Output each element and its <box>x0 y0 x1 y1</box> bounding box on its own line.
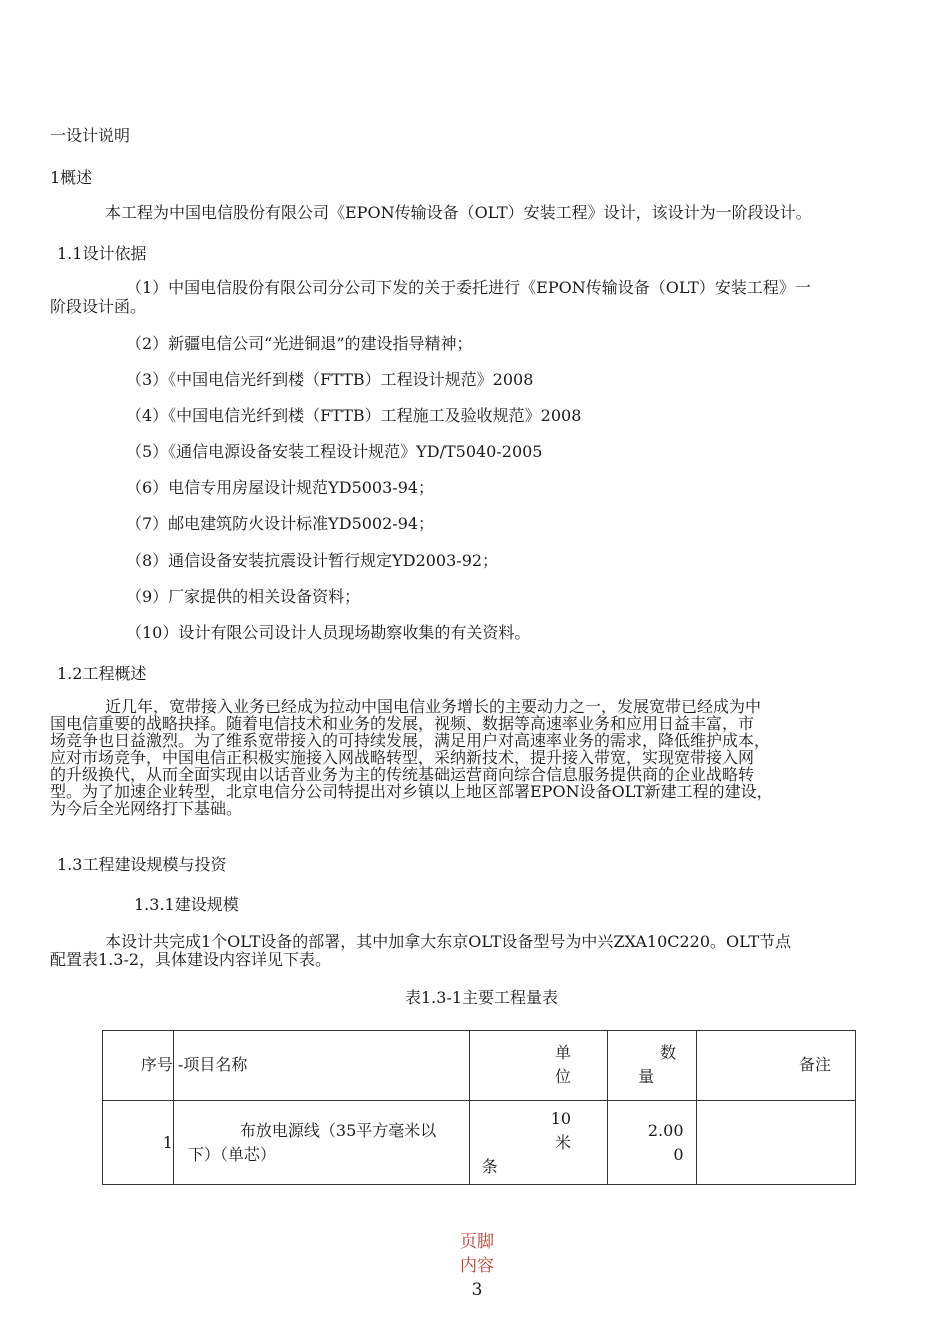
scale-line-2: 配置表1.3-2，具体建设内容详见下表。 <box>50 950 332 969</box>
section-1-1-title: 1.1设计依据 <box>57 244 147 263</box>
section-1-3-1-title: 1.3.1建设规模 <box>134 895 239 914</box>
section-1-title: 1概述 <box>50 168 93 187</box>
header-name: -项目名称 <box>173 1031 469 1101</box>
project-overview <box>50 698 902 817</box>
basis-item: （7）邮电建筑防火设计标准YD5002-94； <box>126 514 435 533</box>
basis-item-1-line2: 阶段设计函。 <box>50 297 147 316</box>
document-heading: 一设计说明 <box>50 126 131 145</box>
quantity-table <box>102 1030 856 1185</box>
row-no: 1 <box>103 1101 174 1185</box>
overview-line: 应对市场竞争，中国电信正积极实施接入网战略转型，采纳新技术，提升接入带宽，实现宽带接入网 <box>50 748 755 767</box>
scale-line-1: 本设计共完成1个OLT设备的部署，其中加拿大东京OLT设备型号为中兴ZXA10C220。OLT节点 <box>105 932 792 951</box>
header-unit: 单 位 <box>469 1031 607 1101</box>
basis-item: （2）新疆电信公司“光进铜退”的建设指导精神； <box>126 334 473 353</box>
basis-item: （9）厂家提供的相关设备资料； <box>126 587 361 606</box>
header-qty: 数 量 <box>608 1031 696 1101</box>
row-qty: 2.00 0 <box>608 1101 696 1185</box>
basis-item: （6）电信专用房屋设计规范YD5003-94； <box>126 478 435 497</box>
overview-line: 型。为了加速企业转型，北京电信分公司特提出对乡镇以上地区部署EPON设备OLT新建工程的建设， <box>50 782 773 801</box>
basis-item: （8）通信设备安装抗震设计暂行规定YD2003-92； <box>126 551 499 570</box>
page-footer <box>452 1230 502 1302</box>
basis-item-1-line1: （1）中国电信股份有限公司分公司下发的关于委托进行《EPON传输设备（OLT）安装工程》一 <box>126 278 811 297</box>
header-note: 备注 <box>696 1031 856 1101</box>
header-no: 序号 <box>103 1031 174 1101</box>
overview-line: 场竞争也日益激烈。为了维系宽带接入的可持续发展，满足用户对高速率业务的需求，降低维护成本， <box>50 731 771 750</box>
table-caption: 表1.3-1主要工程量表 <box>405 988 559 1007</box>
overview-line: 的升级换代，从而全面实现由以话音业务为主的传统基础运营商向综合信息服务提供商的企业战略转 <box>50 765 755 784</box>
section-1-intro: 本工程为中国电信股份有限公司《EPON传输设备（OLT）安装工程》设计，该设计为一阶段设计。 <box>105 203 812 222</box>
basis-item: （10）设计有限公司设计人员现场勘察收集的有关资料。 <box>126 623 531 642</box>
basis-item: （5）《通信电源设备安装工程设计规范》YD/T5040-2005 <box>126 442 543 461</box>
section-1-2-title: 1.2工程概述 <box>57 664 147 683</box>
basis-item: （3）《中国电信光纤到楼（FTTB）工程设计规范》2008 <box>126 370 534 389</box>
overview-line: 近几年，宽带接入业务已经成为拉动中国电信业务增长的主要动力之一，发展宽带已经成为中 <box>105 697 762 716</box>
table-header-row <box>103 1031 856 1101</box>
row-note <box>696 1101 856 1185</box>
row-unit: 10 米 条 <box>469 1101 607 1185</box>
table-row <box>103 1101 856 1185</box>
basis-item: （4）《中国电信光纤到楼（FTTB）工程施工及验收规范》2008 <box>126 406 582 425</box>
footer-text-1: 页脚 <box>460 1232 494 1252</box>
overview-line: 为今后全光网络打下基础。 <box>50 799 243 818</box>
footer-text-2: 内容 <box>460 1256 494 1276</box>
row-name: 布放电源线（35平方毫米以 下）（单芯） <box>173 1101 469 1185</box>
section-1-3-title: 1.3工程建设规模与投资 <box>57 855 227 874</box>
overview-line: 国电信重要的战略抉择。随着电信技术和业务的发展，视频、数据等高速率业务和应用日益丰富，市 <box>50 714 755 733</box>
page-number: 3 <box>471 1280 483 1300</box>
